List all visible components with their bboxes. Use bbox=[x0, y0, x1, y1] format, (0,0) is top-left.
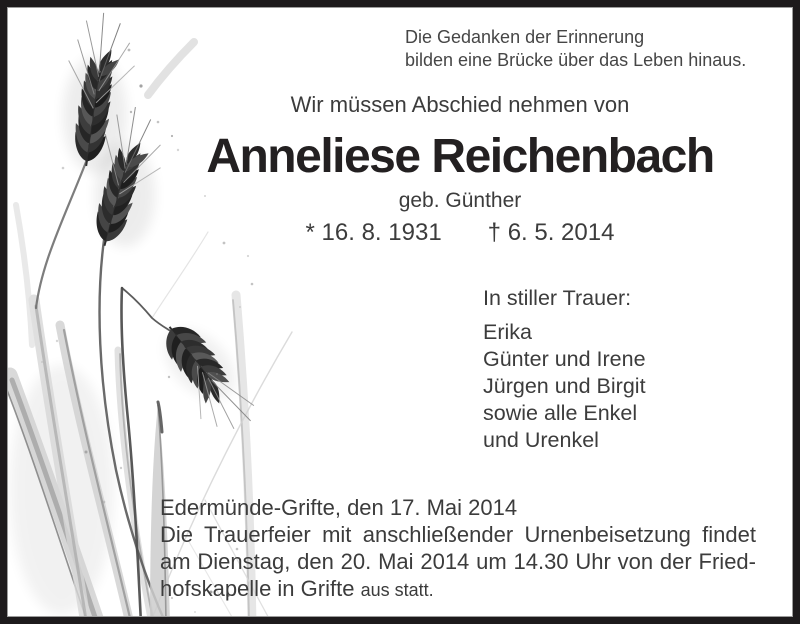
epigraph bbox=[405, 26, 746, 71]
mourner-name: sowie alle Enkel bbox=[483, 401, 638, 425]
birth-date: * 16. 8. 1931 bbox=[305, 219, 442, 246]
deceased-name: Anneliese Reichenbach bbox=[206, 130, 714, 183]
intro-line: Wir müssen Abschied nehmen von bbox=[290, 92, 630, 117]
mourner-name: und Urenkel bbox=[483, 428, 599, 452]
funeral-info-text: hofskapelle in Grifte bbox=[160, 576, 355, 601]
mourner-name: Günter und Irene bbox=[483, 347, 646, 371]
epigraph-line: Die Gedanken der Erinnerung bbox=[405, 27, 645, 47]
mourner-name: Erika bbox=[483, 320, 532, 344]
funeral-info-line bbox=[160, 575, 756, 604]
mourning-heading: In stiller Trauer: bbox=[483, 286, 632, 310]
death-date: † 6. 5. 2014 bbox=[487, 219, 615, 246]
footer-block bbox=[160, 494, 756, 604]
funeral-info-suffix: aus statt. bbox=[360, 580, 434, 600]
mourning-block bbox=[483, 285, 646, 454]
maiden-name: geb. Günther bbox=[398, 189, 522, 212]
place-dateline: Edermünde-Grifte, den 17. Mai 2014 bbox=[160, 495, 518, 520]
life-dates bbox=[130, 218, 790, 248]
epigraph-line: bilden eine Brücke über das Leben hinaus. bbox=[405, 49, 747, 70]
mourner-name: Jürgen und Birgit bbox=[483, 374, 646, 398]
funeral-info-line: Die Trauerfeier mit anschließender Urnenbeisetzung findet bbox=[160, 522, 756, 547]
funeral-info-line: am Dienstag, den 20. Mai 2014 um 14.30 Uhr von der Fried- bbox=[160, 549, 756, 574]
